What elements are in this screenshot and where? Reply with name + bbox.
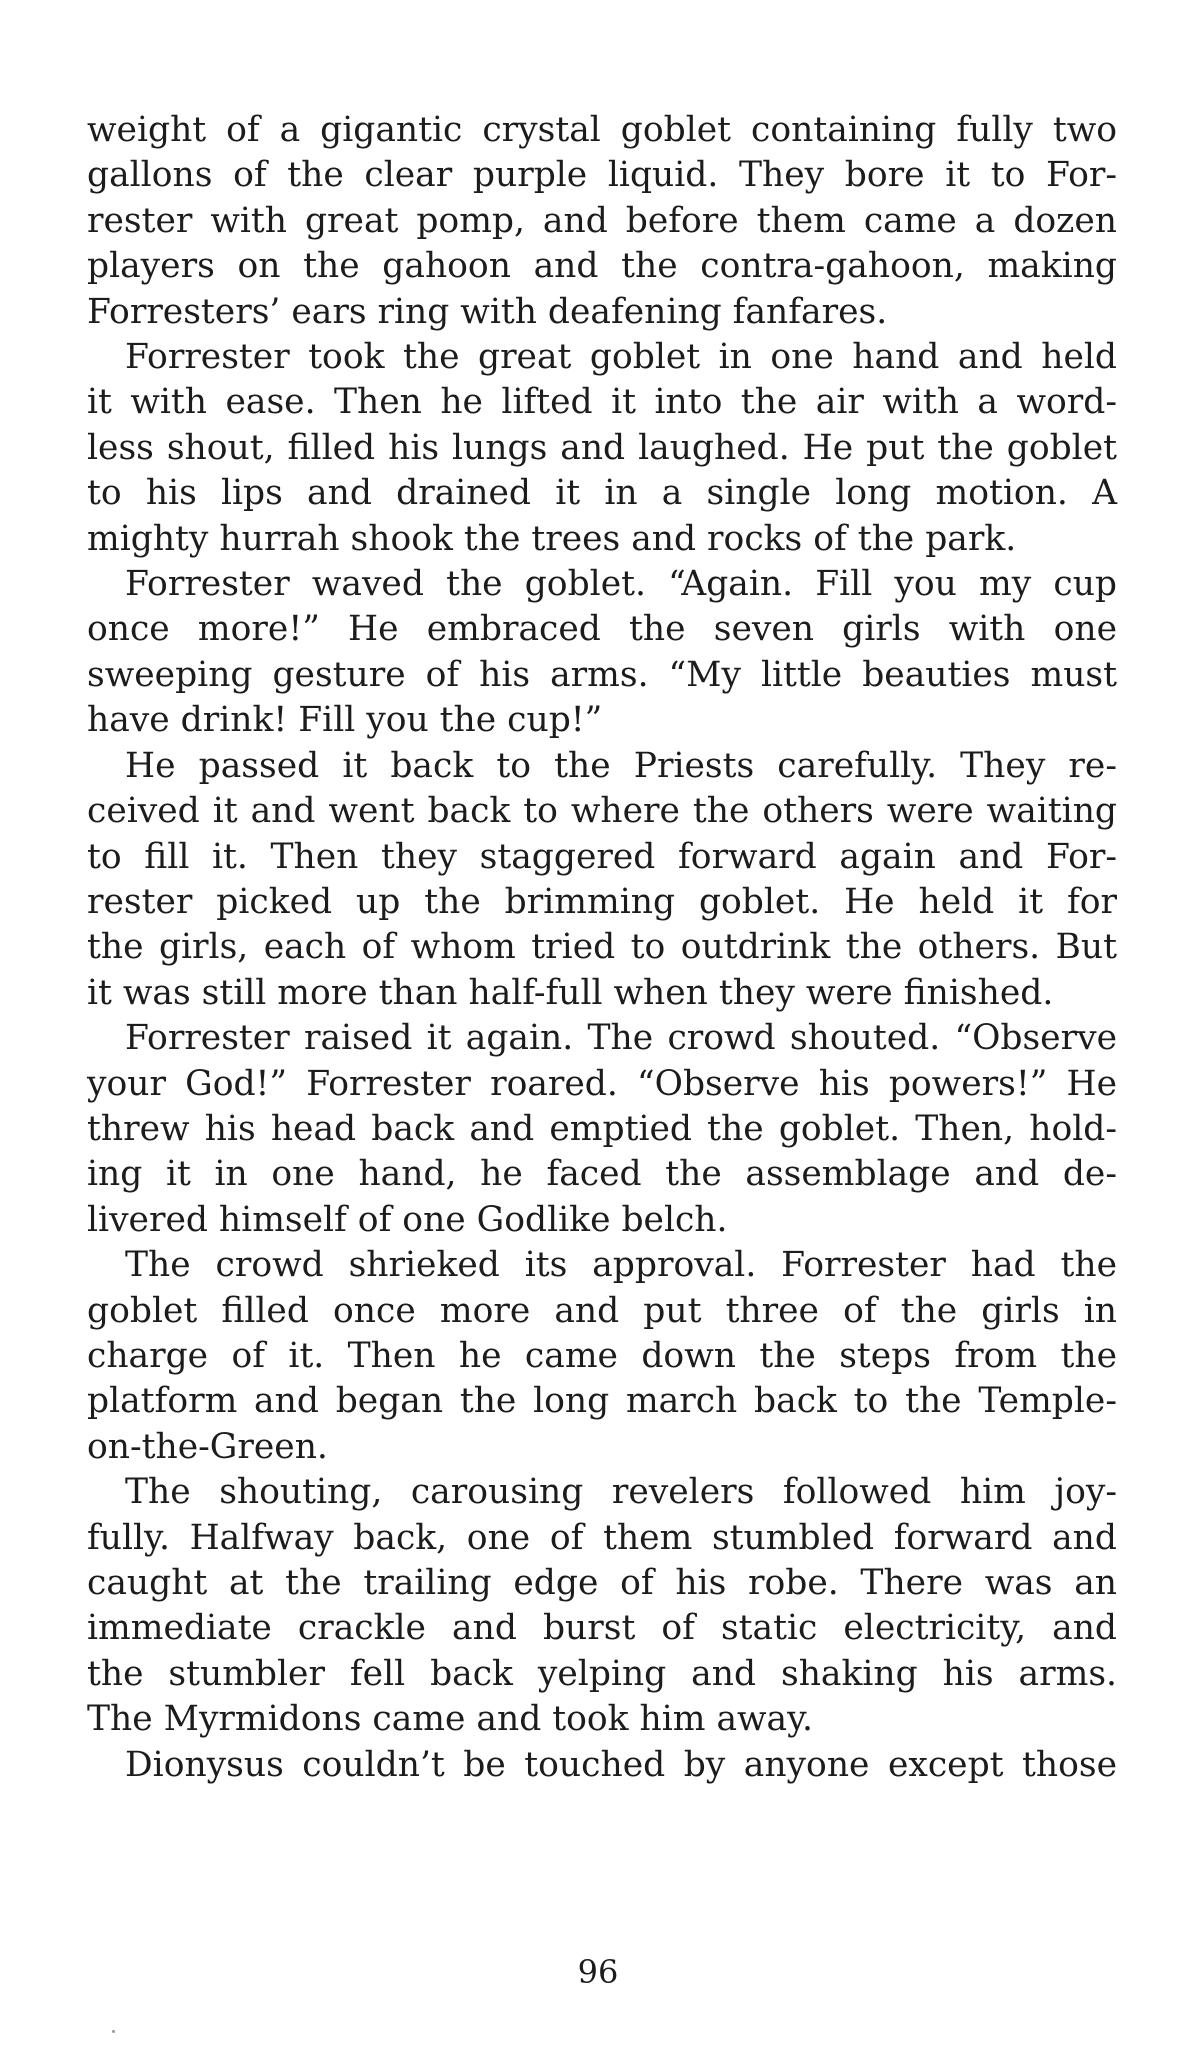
paragraph (87, 925, 1117, 970)
paragraph (87, 1379, 1117, 1424)
text-line: platform and began the long march back to the Temple- (87, 1381, 1117, 1422)
paragraph (87, 744, 1117, 789)
text-line: to his lips and drained it in a single long motion. A (87, 473, 1117, 514)
paragraph (87, 1152, 1117, 1197)
paragraph (87, 1334, 1117, 1379)
text-line: The shouting, carousing revelers followed him joy- (125, 1472, 1117, 1513)
text-line: goblet filled once more and put three of the girls in (87, 1290, 1117, 1331)
paragraph (87, 517, 1117, 562)
page-number: 96 (577, 1953, 619, 1991)
text-line: The Myrmidons came and took him away. (87, 1699, 813, 1740)
paragraph (87, 153, 1117, 198)
paragraph (87, 607, 1117, 652)
text-line: immediate crackle and burst of static electricity, and (87, 1608, 1117, 1649)
text-line: it was still more than half-full when they were finished. (87, 972, 1054, 1013)
paragraph (87, 1243, 1117, 1288)
paragraph (87, 380, 1117, 425)
text-line: mighty hurrah shook the trees and rocks of the park. (87, 518, 1017, 559)
paragraph (87, 789, 1117, 834)
text-line: your God!” Forrester roared. “Observe his powers!” He (87, 1063, 1117, 1104)
text-line: it with ease. Then he lifted it into the air with a word- (87, 382, 1117, 423)
paragraph (87, 1697, 1117, 1742)
text-line: rester picked up the brimming goblet. He held it for (87, 881, 1117, 922)
paragraph (87, 471, 1117, 516)
text-line: The crowd shrieked its approval. Forrester had the (125, 1245, 1117, 1286)
text-line: players on the gahoon and the contra-gahoon, making (87, 246, 1117, 287)
text-line: threw his head back and emptied the goblet. Then, hold- (87, 1108, 1117, 1149)
paragraph (87, 1289, 1117, 1334)
paragraph (87, 335, 1117, 380)
paragraph (87, 1198, 1117, 1243)
text-line: Forresters’ ears ring with deafening fanfares. (87, 291, 888, 332)
paragraph (87, 290, 1117, 335)
paper-speck (112, 2030, 115, 2033)
text-line: Forrester waved the goblet. “Again. Fill you my cup (125, 564, 1117, 605)
paragraph (87, 1470, 1117, 1515)
text-line: the girls, each of whom tried to outdrink the others. But (87, 927, 1117, 968)
text-line: caught at the trailing edge of his robe. There was an (87, 1563, 1117, 1603)
text-line: less shout, filled his lungs and laughed. He put the goblet (87, 427, 1117, 468)
paragraph (87, 199, 1117, 244)
paragraph (87, 1561, 1117, 1606)
paragraph (87, 1425, 1117, 1470)
paragraph (87, 698, 1117, 743)
text-line: have drink! Fill you the cup!” (87, 700, 603, 741)
body-text (87, 108, 1117, 1788)
paragraph (87, 108, 1117, 153)
text-line: rester with great pomp, and before them came a dozen (87, 200, 1117, 241)
text-line: ing it in one hand, he faced the assemblage and de- (87, 1154, 1117, 1195)
text-line: sweeping gesture of his arms. “My little beauties must (87, 654, 1117, 695)
text-line: once more!” He embraced the seven girls with one (87, 609, 1117, 650)
text-line: gallons of the clear purple liquid. They bore it to For- (87, 155, 1117, 196)
paragraph (87, 653, 1117, 698)
text-line: Forrester took the great goblet in one hand and held (125, 337, 1117, 378)
text-line: Dionysus couldn’t be touched by anyone except those (125, 1744, 1117, 1785)
paragraph (87, 1107, 1117, 1152)
paragraph (87, 1062, 1117, 1107)
text-line: to fill it. Then they staggered forward again and For- (87, 836, 1117, 877)
paragraph (87, 1652, 1117, 1697)
text-line: livered himself of one Godlike belch. (87, 1199, 728, 1240)
paragraph (87, 1743, 1117, 1788)
paragraph (87, 1516, 1117, 1561)
paragraph (87, 1016, 1117, 1061)
text-line: fully. Halfway back, one of them stumbled forward and (87, 1517, 1117, 1558)
paragraph (87, 835, 1117, 880)
paragraph (87, 562, 1117, 607)
text-line: weight of a gigantic crystal goblet containing fully two (87, 110, 1117, 150)
text-line: Forrester raised it again. The crowd shouted. “Observe (125, 1018, 1117, 1059)
paragraph (87, 244, 1117, 289)
paragraph (87, 971, 1117, 1016)
text-line: on-the-Green. (87, 1426, 328, 1467)
text-line: the stumbler fell back yelping and shaking his arms. (87, 1653, 1117, 1694)
text-line: He passed it back to the Priests carefully. They re- (125, 745, 1117, 786)
text-line: ceived it and went back to where the others were waiting (87, 791, 1117, 832)
paragraph (87, 880, 1117, 925)
paragraph (87, 426, 1117, 471)
text-line: charge of it. Then he came down the steps from the (87, 1335, 1117, 1376)
paragraph (87, 1606, 1117, 1651)
